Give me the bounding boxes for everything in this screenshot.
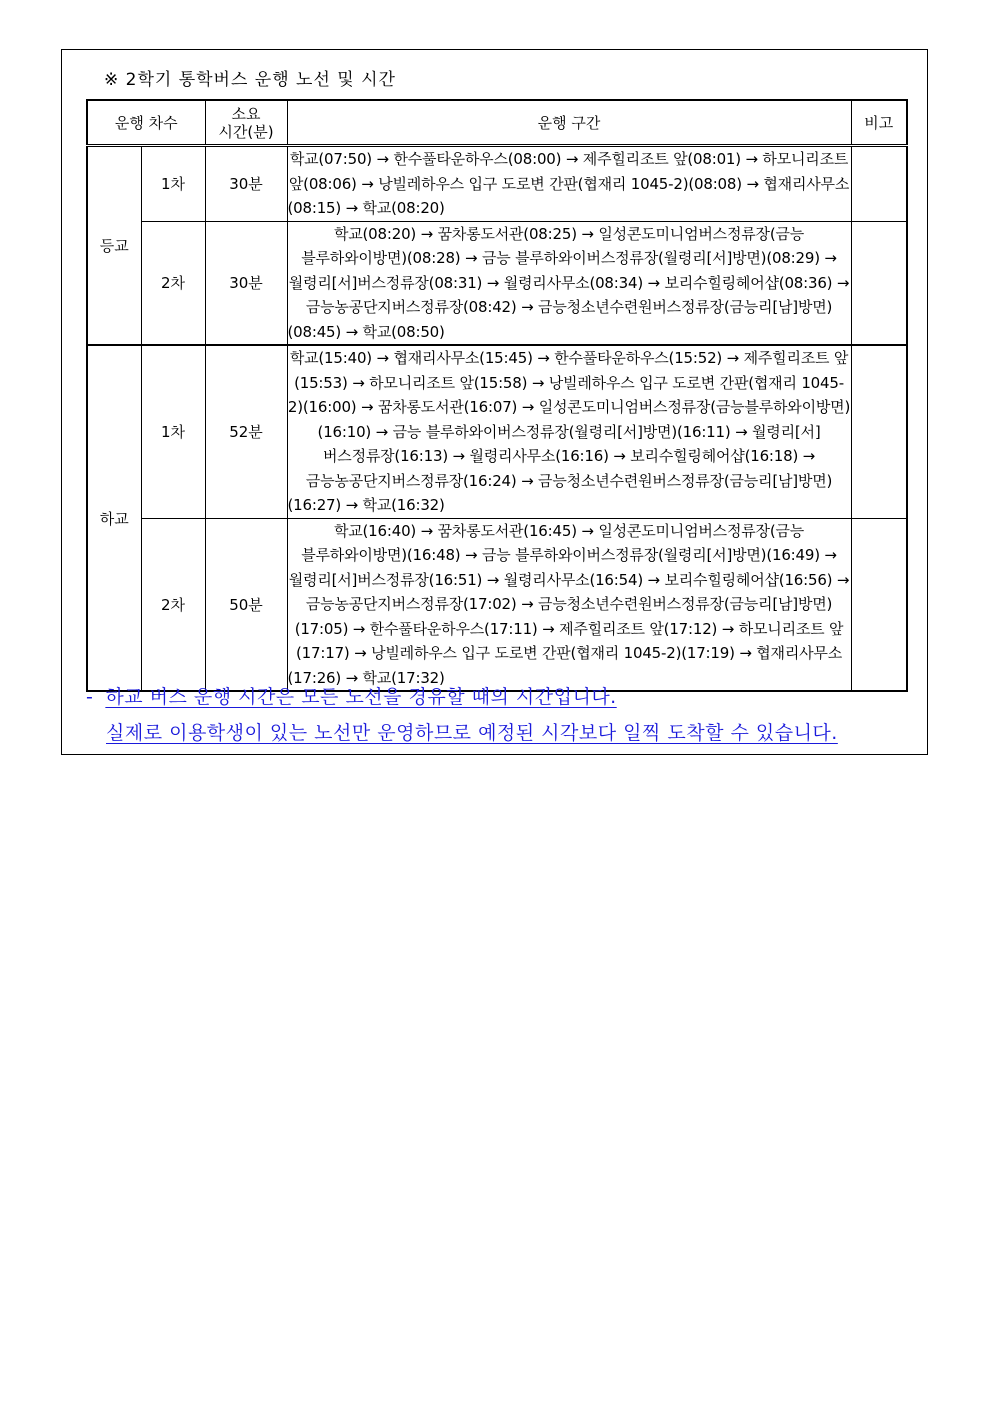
route-cell: 학교(07:50) → 한수풀타운하우스(08:00) → 제주힐리조트 앞(08:01) → 하모니리조트 앞(08:06) → 낭빌레하우스 입구 도로변 간판(협재리 1045-2)(08:08) → 협재리사무소(08:15) → 학교(08:20) [287, 146, 851, 222]
table-row [87, 146, 907, 222]
route-cell: 학교(15:40) → 협재리사무소(15:45) → 한수풀타운하우스(15:52) → 제주힐리조트 앞(15:53) → 하모니리조트 앞(15:58) → 낭빌레하우스 입구 도로변 간판(협재리 1045-2)(16:00) → 꿈차롱도서관(16:07) → 일성콘도미니엄버스정류장(금능블루하와이방면)(16:10) → 금능 블루하와이버스정류장(월령리[서]방면)(16:11) → 월령리[서]버스정류장(16:13) → 월령리사무소(16:16) → 보리수힐링헤어샵(16:18) → 금능농공단지버스정류장(16:24) → 금능청소년수련원버스정류장(금능리[남]방면)(16:27) → 학교(16:32) [287, 345, 851, 518]
header-run: 운행 차수 [87, 100, 205, 146]
header-duration [205, 100, 287, 146]
notice-text-1: 하교 버스 운행 시간은 모든 노선을 경유할 때의 시간입니다. [105, 686, 617, 708]
header-note: 비고 [851, 100, 907, 146]
run-cell: 2차 [141, 518, 205, 691]
notice-bullet: - [86, 686, 94, 708]
notice-text-2: 실제로 이용학생이 있는 노선만 운영하므로 예정된 시각보다 일찍 도착할 수 있습니다. [106, 722, 838, 744]
table-row [87, 345, 907, 518]
route-cell: 학교(08:20) → 꿈차롱도서관(08:25) → 일성콘도미니엄버스정류장(금능 블루하와이방면)(08:28) → 금능 블루하와이버스정류장(월령리[서]방면)(08:29) → 월령리[서]버스정류장(08:31) → 월령리사무소(08:34) → 보리수힐링헤어샵(08:36) → 금능농공단지버스정류장(08:42) → 금능청소년수련원버스정류장(금능리[남]방면)(08:45) → 학교(08:50) [287, 221, 851, 345]
notice-line-2 [86, 715, 838, 751]
run-cell: 2차 [141, 221, 205, 345]
note-cell [851, 345, 907, 518]
header-route: 운행 구간 [287, 100, 851, 146]
header-duration-line1: 소요 [231, 104, 261, 123]
table-row [87, 221, 907, 345]
duration-cell: 30분 [205, 221, 287, 345]
duration-cell: 52분 [205, 345, 287, 518]
run-cell: 1차 [141, 146, 205, 222]
table-row [87, 518, 907, 691]
note-cell [851, 146, 907, 222]
duration-cell: 50분 [205, 518, 287, 691]
page-title: ※ 2학기 통학버스 운행 노선 및 시간 [104, 70, 396, 90]
header-duration-line2: 시간(분) [218, 122, 274, 141]
note-cell [851, 221, 907, 345]
bus-schedule-table [86, 99, 908, 692]
notice-line-1 [86, 679, 838, 715]
run-cell: 1차 [141, 345, 205, 518]
group-label-afternoon: 하교 [87, 345, 141, 691]
table-header-row [87, 100, 907, 146]
duration-cell: 30분 [205, 146, 287, 222]
notice-block [86, 679, 838, 751]
route-cell: 학교(16:40) → 꿈차롱도서관(16:45) → 일성콘도미니엄버스정류장(금능 블루하와이방면)(16:48) → 금능 블루하와이버스정류장(월령리[서]방면)(16:49) → 월령리[서]버스정류장(16:51) → 월령리사무소(16:54) → 보리수힐링헤어샵(16:56) → 금능농공단지버스정류장(17:02) → 금능청소년수련원버스정류장(금능리[남]방면)(17:05) → 한수풀타운하우스(17:11) → 제주힐리조트 앞(17:12) → 하모니리조트 앞(17:17) → 낭빌레하우스 입구 도로변 간판(협재리 1045-2)(17:19) → 협재리사무소(17:26) → 학교(17:32) [287, 518, 851, 691]
group-label-morning: 등교 [87, 146, 141, 346]
note-cell [851, 518, 907, 691]
